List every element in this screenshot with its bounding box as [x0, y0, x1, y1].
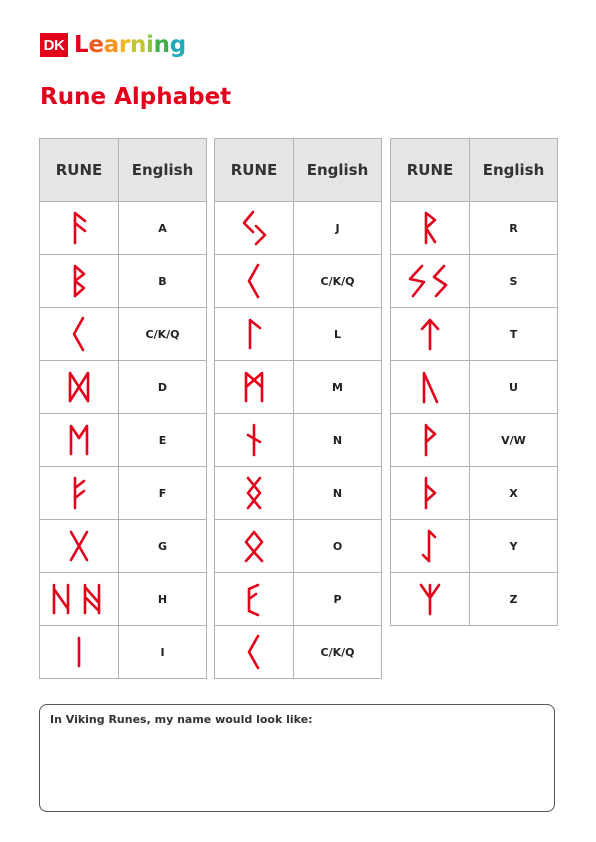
ingwaz-rune-icon — [239, 471, 269, 515]
page-title: Rune Alphabet — [40, 84, 232, 110]
thurisaz-rune-icon — [415, 471, 445, 515]
table-row — [215, 573, 382, 626]
table-row — [40, 520, 207, 573]
algiz-rune-icon — [415, 577, 445, 621]
english-letter: Z — [470, 573, 558, 626]
jera-rune-icon — [239, 206, 269, 250]
gebo-rune-icon — [64, 524, 94, 568]
rune-cell — [215, 573, 294, 626]
english-letter: M — [294, 361, 382, 414]
english-letter: F — [119, 467, 207, 520]
rune-cell — [40, 467, 119, 520]
table-row — [40, 255, 207, 308]
rune-cell — [40, 361, 119, 414]
table-row — [391, 361, 558, 414]
rune-table-3 — [390, 138, 558, 626]
table-row — [391, 202, 558, 255]
table-row — [391, 573, 558, 626]
kaun-rune-icon — [239, 259, 269, 303]
kaun-rune-icon — [239, 630, 269, 674]
isa-rune-icon — [64, 630, 94, 674]
english-letter: R — [470, 202, 558, 255]
table-row — [215, 308, 382, 361]
table-row — [215, 414, 382, 467]
english-letter: V/W — [470, 414, 558, 467]
rune-table-1 — [39, 138, 207, 679]
english-letter: E — [119, 414, 207, 467]
ansuz-rune-icon — [64, 471, 94, 515]
english-letter: C/K/Q — [294, 626, 382, 679]
rune-table-2 — [214, 138, 382, 679]
hagalaz-pair-rune-icon — [49, 577, 109, 621]
rune-cell — [391, 467, 470, 520]
rune-cell — [391, 202, 470, 255]
english-letter: P — [294, 573, 382, 626]
uruz-rune-icon — [415, 365, 445, 409]
english-letter: C/K/Q — [119, 308, 207, 361]
nauthiz-rune-icon — [239, 418, 269, 462]
table-row — [215, 520, 382, 573]
rune-cell — [215, 467, 294, 520]
dk-logo-box: DK — [40, 33, 68, 57]
table-row — [391, 255, 558, 308]
kaun-rune-icon — [64, 312, 94, 356]
mannaz-rune-icon — [239, 365, 269, 409]
name-writing-box[interactable] — [39, 704, 555, 812]
dagaz-rune-icon — [64, 365, 94, 409]
english-letter: N — [294, 414, 382, 467]
wunjo-rune-icon — [415, 418, 445, 462]
table-row — [215, 467, 382, 520]
table-row — [40, 467, 207, 520]
table-row — [40, 308, 207, 361]
header-english: English — [470, 139, 558, 202]
english-letter: T — [470, 308, 558, 361]
rune-cell — [391, 255, 470, 308]
fehu-rune-icon — [64, 206, 94, 250]
header-rune: RUNE — [40, 139, 119, 202]
english-letter: B — [119, 255, 207, 308]
header-rune: RUNE — [215, 139, 294, 202]
rune-cell — [40, 520, 119, 573]
english-letter: D — [119, 361, 207, 414]
table-row — [40, 573, 207, 626]
rune-cell — [215, 255, 294, 308]
rune-cell — [40, 414, 119, 467]
table-row — [40, 626, 207, 679]
header-english: English — [119, 139, 207, 202]
rune-cell — [40, 255, 119, 308]
berkano-rune-icon — [64, 259, 94, 303]
rune-cell — [215, 520, 294, 573]
ehwaz-rune-icon — [64, 418, 94, 462]
rune-cell — [40, 202, 119, 255]
perthro-rune-icon — [239, 577, 269, 621]
rune-cell — [391, 520, 470, 573]
raidho-rune-icon — [415, 206, 445, 250]
table-row — [391, 520, 558, 573]
rune-cell — [215, 626, 294, 679]
rune-cell — [215, 308, 294, 361]
english-letter: L — [294, 308, 382, 361]
english-letter: X — [470, 467, 558, 520]
table-row — [215, 626, 382, 679]
english-letter: G — [119, 520, 207, 573]
table-row — [40, 414, 207, 467]
table-row — [215, 202, 382, 255]
rune-cell — [391, 308, 470, 361]
header-rune: RUNE — [391, 139, 470, 202]
english-letter: Y — [470, 520, 558, 573]
tiwaz-rune-icon — [415, 312, 445, 356]
rune-cell — [215, 414, 294, 467]
table-row — [391, 414, 558, 467]
rune-cell — [215, 202, 294, 255]
learning-wordmark: Learning — [74, 32, 186, 58]
othala-rune-icon — [239, 524, 269, 568]
name-box-label: In Viking Runes, my name would look like: — [50, 713, 313, 726]
header-english: English — [294, 139, 382, 202]
english-letter: C/K/Q — [294, 255, 382, 308]
rune-cell — [391, 573, 470, 626]
rune-cell — [40, 308, 119, 361]
english-letter: O — [294, 520, 382, 573]
table-row — [391, 308, 558, 361]
english-letter: U — [470, 361, 558, 414]
laguz-rune-icon — [239, 312, 269, 356]
english-letter: S — [470, 255, 558, 308]
rune-cell — [391, 361, 470, 414]
table-row — [215, 361, 382, 414]
sowilo-pair-rune-icon — [400, 259, 460, 303]
table-row — [391, 467, 558, 520]
english-letter: A — [119, 202, 207, 255]
english-letter: N — [294, 467, 382, 520]
dk-learning-logo — [40, 32, 186, 58]
table-row — [40, 202, 207, 255]
rune-cell — [40, 573, 119, 626]
english-letter: I — [119, 626, 207, 679]
english-letter: H — [119, 573, 207, 626]
rune-cell — [391, 414, 470, 467]
eihwaz-rune-icon — [415, 524, 445, 568]
rune-cell — [215, 361, 294, 414]
table-row — [40, 361, 207, 414]
table-row — [215, 255, 382, 308]
english-letter: J — [294, 202, 382, 255]
rune-cell — [40, 626, 119, 679]
